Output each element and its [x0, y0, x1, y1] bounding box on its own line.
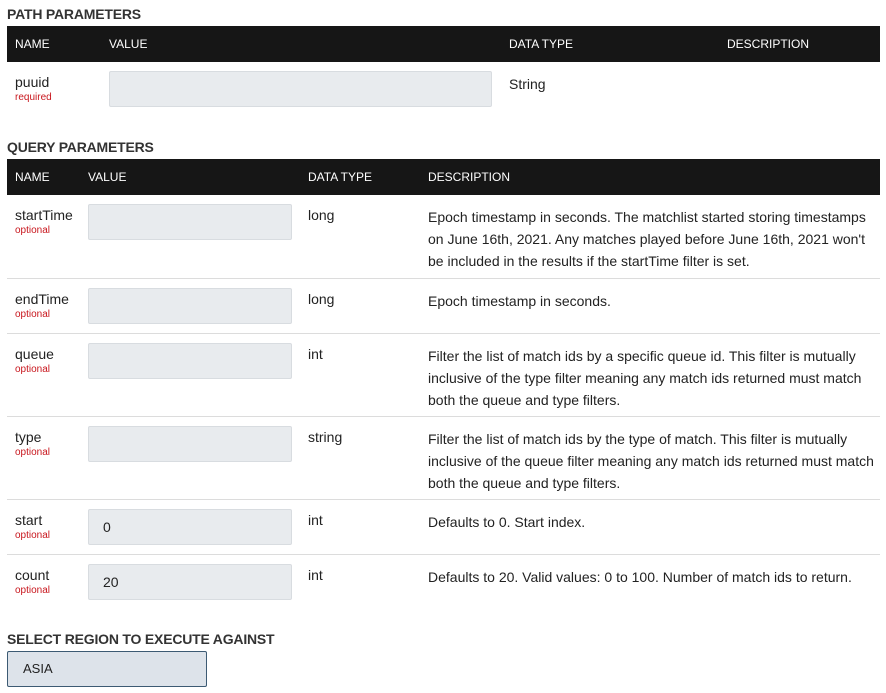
param-row-type — [7, 416, 880, 499]
param-type: int — [308, 566, 323, 583]
type-input[interactable] — [88, 426, 292, 462]
param-row-queue — [7, 333, 880, 416]
param-description: Filter the list of match ids by a specific queue id. This filter is mutually inclusive of the type filter meaning any match ids returned must match both the queue and type filters. — [428, 347, 862, 408]
required-tag: required — [15, 92, 52, 103]
select-region-heading: SELECT REGION TO EXECUTE AGAINST — [7, 631, 275, 647]
param-description: Defaults to 20. Valid values: 0 to 100. Number of match ids to return. — [428, 568, 852, 585]
col-value-header: VALUE — [88, 170, 127, 184]
optional-tag: optional — [15, 529, 51, 541]
table-header-row — [7, 26, 880, 62]
param-description: Epoch timestamp in seconds. — [428, 292, 611, 309]
count-input[interactable] — [88, 564, 292, 600]
param-row-endtime — [7, 278, 880, 333]
param-type: String — [509, 76, 546, 92]
param-type: long — [308, 290, 335, 307]
path-parameters-table — [7, 26, 880, 134]
param-row-starttime — [7, 195, 880, 278]
param-type: int — [308, 345, 323, 362]
param-row-count — [7, 554, 880, 609]
puuid-input[interactable] — [109, 71, 492, 107]
param-row-start — [7, 499, 880, 554]
query-parameters-heading: QUERY PARAMETERS — [7, 139, 154, 155]
param-name: type — [15, 428, 42, 445]
endtime-input[interactable] — [88, 288, 292, 324]
optional-tag: optional — [15, 225, 51, 236]
path-parameters-heading: PATH PARAMETERS — [7, 6, 141, 22]
optional-tag: optional — [15, 308, 51, 320]
col-type-header: DATA TYPE — [509, 37, 574, 51]
table-header-row — [7, 159, 880, 195]
param-type: int — [308, 511, 323, 528]
param-row-puuid — [7, 62, 880, 134]
param-name: start — [15, 511, 43, 528]
col-value-header: VALUE — [109, 37, 148, 51]
param-name: endTime — [15, 290, 69, 307]
col-name-header: NAME — [15, 170, 50, 184]
queue-input[interactable] — [88, 343, 292, 379]
region-selected-value: ASIA — [23, 661, 53, 676]
col-desc-header: DESCRIPTION — [428, 170, 511, 184]
query-parameters-table — [7, 159, 880, 609]
param-name: queue — [15, 345, 54, 362]
col-name-header: NAME — [15, 37, 50, 51]
param-type: long — [308, 207, 335, 223]
param-description: Epoch timestamp in seconds. The matchlist started storing timestamps on June 16th, 2021. Any matches played before June 16th, 2021 won't be included in the results if the startTime filter is set. — [428, 209, 866, 269]
optional-tag: optional — [15, 446, 51, 458]
optional-tag: optional — [15, 363, 51, 375]
param-name: count — [15, 566, 50, 583]
col-type-header: DATA TYPE — [308, 170, 373, 184]
param-description: Filter the list of match ids by the type of match. This filter is mutually inclusive of the queue filter meaning any match ids returned must match both the queue and type filters. — [428, 430, 874, 491]
start-input[interactable] — [88, 509, 292, 545]
starttime-input[interactable] — [88, 204, 292, 240]
col-desc-header: DESCRIPTION — [727, 37, 810, 51]
param-type: string — [308, 428, 343, 445]
region-select[interactable] — [7, 651, 207, 687]
optional-tag: optional — [15, 584, 51, 596]
param-description: Defaults to 0. Start index. — [428, 513, 586, 530]
param-name: startTime — [15, 207, 73, 223]
param-name: puuid — [15, 74, 50, 90]
